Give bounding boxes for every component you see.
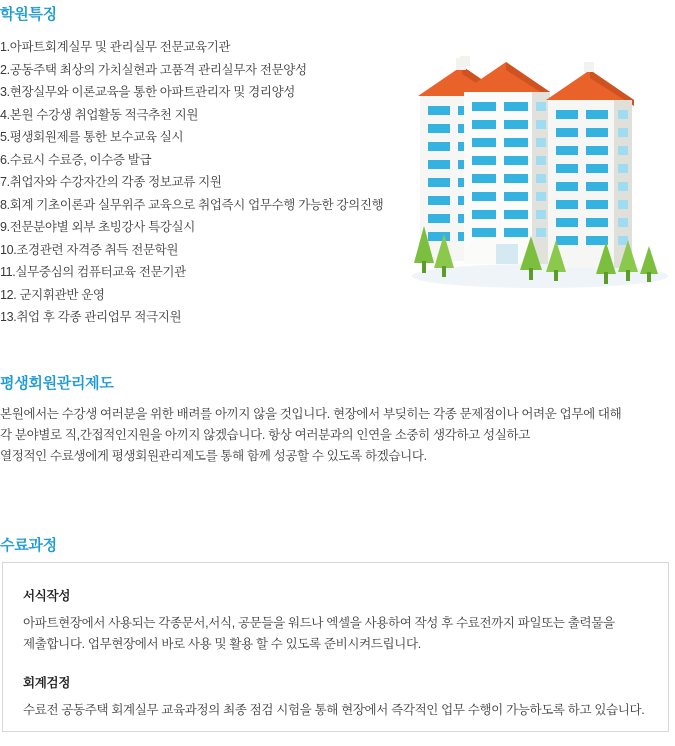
course-description-line: 제출합니다. 업무현장에서 바로 사용 및 활용 할 수 있도록 준비시켜드립니다.	[23, 637, 421, 651]
membership-line: 각 분야별로 직,간접적인지원을 아끼지 않겠습니다. 항상 여러분과의 인연을 소중히 생각하고 성실하고	[0, 428, 530, 442]
list-item: 5.평생회원제를 통한 보수교육 실시	[0, 130, 184, 144]
list-item: 2.공동주택 최상의 가치실현과 고품격 관리실무자 전문양성	[0, 62, 307, 77]
list-item: 7.취업자와 수강자간의 각종 정보교류 지원	[0, 175, 222, 189]
course-description-line: 아파트현장에서 사용되는 각종문서,서식, 공문들을 워드나 엑셀을 사용하여 작성 후 수료전까지 파일또는 출력물을	[23, 616, 615, 630]
list-item: 8.회계 기초이론과 실무위주 교육으로 취업즉시 업무수행 가능한 강의진행	[0, 197, 384, 212]
course-name: 서식작성	[23, 589, 71, 603]
page-title-membership: 평생회원관리제도	[0, 375, 114, 392]
list-item: 11.실무중심의 컴퓨터교육 전문기관	[0, 265, 186, 279]
list-item: 10.조경관련 자격증 취득 전문학원	[0, 242, 179, 257]
membership-paragraphs	[0, 404, 660, 467]
feature-list	[0, 36, 420, 329]
membership-line: 본원에서는 수강생 여러분을 위한 배려를 아끼지 않을 것입니다. 현장에서 부딪히는 각종 문제점이나 어려운 업무에 대해	[0, 407, 622, 421]
membership-line: 열정적인 수료생에게 평생회원관리제도를 통해 함께 성공할 수 있도록 하겠습니다.	[0, 449, 427, 463]
apartment-buildings-illustration	[400, 48, 672, 323]
course-name: 회계검정	[23, 676, 71, 690]
list-item: 1.아파트회계실무 및 관리실무 전문교육기관	[0, 40, 231, 54]
list-item: 13.취업 후 각종 관리업무 적극지원	[0, 310, 182, 324]
list-item: 6.수료시 수료증, 이수증 발급	[0, 152, 152, 167]
course-description-line: 수료전 공동주택 회계실무 교육과정의 최종 점검 시험을 통해 현장에서 즉각적인 업무 수행이 가능하도록 하고 있습니다.	[23, 703, 645, 717]
course-entry-hoegye	[23, 673, 648, 721]
page-title-courses: 수료과정	[0, 537, 57, 554]
list-item: 9.전문분야별 외부 초빙강사 특강실시	[0, 220, 195, 234]
course-entry-seoseo	[23, 586, 648, 655]
list-item: 12. 군지휘관반 운영	[0, 287, 105, 302]
list-item: 4.본원 수강생 취업활동 적극추천 지원	[0, 107, 199, 122]
page-title-features: 학원특징	[0, 6, 57, 23]
courses-panel	[2, 562, 669, 732]
list-item: 3.현장실무와 이론교육을 통한 아파트관리자 및 경리양성	[0, 85, 296, 99]
